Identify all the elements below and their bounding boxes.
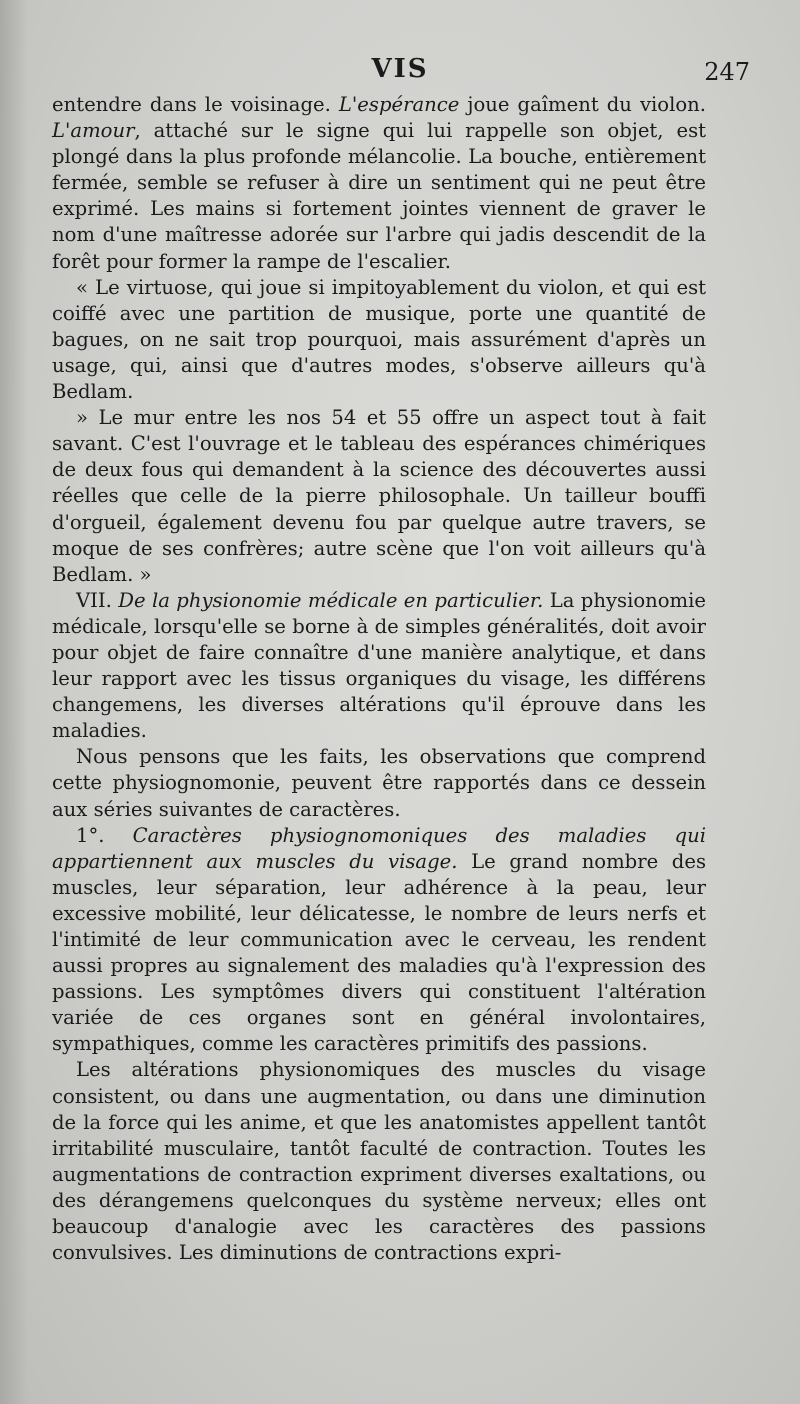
subsection-title: Caractères physiognomoniques des maladies qui appartiennent aux muscles du visage.: [52, 823, 706, 873]
text-run: La physionomie médicale, lorsqu'elle se borne à de simples généralités, doit avoir pour objet de faire connaître d'une manière analytique, et dans leur rapport avec les tissus organiques du visage, les différens changemens, les diverses altérations qu'il éprouve dans les maladies.: [52, 588, 707, 743]
italic-run: L'amour: [52, 119, 135, 143]
italic-run: L'espérance: [338, 93, 460, 116]
subsection-number: 1°.: [76, 823, 133, 847]
section-number: VII.: [76, 588, 119, 612]
paragraph: [52, 92, 706, 275]
section-paragraph: [52, 588, 706, 745]
body-text: [52, 92, 706, 1266]
paragraph: [52, 744, 706, 822]
paragraph: [52, 1057, 706, 1266]
running-head: VIS: [371, 54, 429, 84]
text-run: Le grand nombre des muscles, leur séparation, leur adhérence à la peau, leur excessive mobilité, leur délicatesse, le nombre de leurs nerfs et l'intimité de leur communication avec le cerveau, les rendent aussi propres au signalement des maladies qu'à l'expression des passions. Les symptômes divers qui constituent l'altération variée de ces organes sont en général involontaires, sympathiques, comme les caractères primitifs des passions.: [52, 849, 707, 1056]
text-run: Les altérations physionomiques des muscles du visage consistent, ou dans une augmentation, ou dans une diminution de la force qui les anime, et que les anatomistes appellent tantôt irritabilité musculaire, tantôt faculté de contraction. Toutes les augmentations de contraction expriment diverses exaltations, ou des dérangemens quelconques du système nerveux; elles ont beaucoup d'analogie avec les caractères des passions convulsives. Les diminutions de contractions expri-: [52, 1058, 706, 1265]
text-run: » Le mur entre les nos 54 et 55 offre un aspect tout à fait savant. C'est l'ouvrage et le tableau des espérances chimériques de deux fous qui demandent à la science des découvertes aussi réelles que celle de la pierre philosophale. Un tailleur bouffi d'orgueil, également devenu fou par quelque autre travers, se moque de ses confrères; autre scène que l'on voit ailleurs qu'à Bedlam. »: [52, 406, 706, 586]
subsection-paragraph: [52, 823, 706, 1058]
text-run: entendre dans le voisinage.: [52, 93, 339, 116]
paragraph: [52, 405, 706, 588]
page-number: 247: [704, 58, 750, 86]
text-run: joue gaîment du violon.: [459, 93, 706, 116]
paragraph: [52, 275, 706, 405]
text-run: « Le virtuose, qui joue si impitoyablement du violon, et qui est coiffé avec une partition de musique, porte une quantité de bagues, on ne sait trop pourquoi, mais assurément d'après un usage, qui, ainsi que d'autres modes, s'observe ailleurs qu'à Bedlam.: [52, 275, 706, 404]
text-run: Nous pensons que les faits, les observations que comprend cette physiognomonie, peuvent être rapportés dans ce dessein aux séries suivantes de caractères.: [52, 745, 706, 821]
text-run: , attaché sur le signe qui lui rappelle son objet, est plongé dans la plus profonde mélancolie. La bouche, entièrement fermée, semble se refuser à dire un sentiment qui ne peut être exprimé. Les mains si fortement jointes viennent de graver le nom d'une maîtresse adorée sur l'arbre qui jadis descendit de la forêt pour former la rampe de l'escalier.: [52, 119, 706, 273]
section-title: De la physionomie médicale en particulier.: [118, 588, 544, 612]
page-header: [50, 54, 750, 90]
